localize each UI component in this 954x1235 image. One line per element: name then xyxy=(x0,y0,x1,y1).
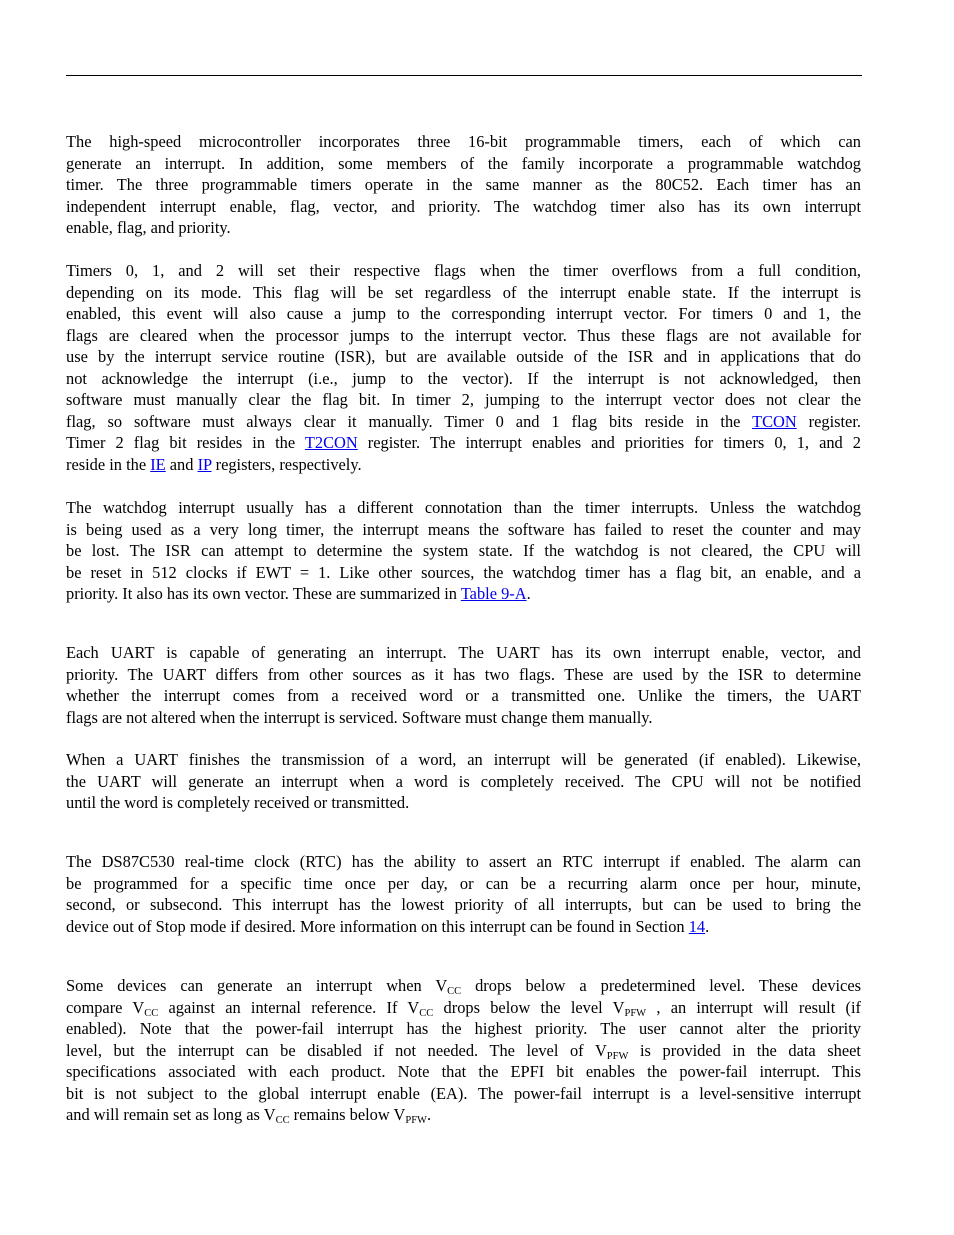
text-line xyxy=(66,583,861,605)
subscript: PFW xyxy=(624,1007,647,1019)
cross-reference-link[interactable]: Table 9-A xyxy=(460,584,527,603)
text-line xyxy=(66,303,861,325)
text-run: register. The interrupt enables and priorities for timers 0, 1, and 2 xyxy=(357,433,861,452)
text-line xyxy=(66,497,861,519)
text-line xyxy=(66,260,861,282)
text-line xyxy=(66,282,861,304)
text-run: the UART will generate an interrupt when a word is completely received. The CPU will not be notified xyxy=(66,771,861,791)
paragraph-timer-intro xyxy=(66,131,861,239)
text-run: flag, so software must always clear it manually. Timer 0 and 1 flag bits reside in the xyxy=(66,411,753,431)
text-run: enabled). Note that the power-fail interrupt has the highest priority. The user cannot alter the priority xyxy=(66,1019,861,1038)
text-run: and xyxy=(165,454,198,474)
text-run: flags are cleared when the processor jumps to the interrupt vector. Thus these flags are not available for xyxy=(66,325,861,345)
text-run: priority. The UART differs from other sources as it has two flags. These are used by the ISR to determine xyxy=(66,664,861,684)
text-run: register. xyxy=(796,411,861,431)
text-line xyxy=(66,685,861,707)
text-line xyxy=(66,975,861,997)
text-line xyxy=(66,894,861,916)
paragraph-watchdog-interrupt xyxy=(66,497,861,605)
text-run: be lost. The ISR can attempt to determine the system state. If the watchdog is not cleared, the CPU will xyxy=(66,541,861,560)
text-run: . xyxy=(526,584,531,603)
text-line xyxy=(66,346,861,368)
text-run: use by the interrupt service routine (ISR), but are available outside of the ISR and in applications that do xyxy=(66,347,861,366)
subscript: CC xyxy=(447,986,462,997)
text-run: generate an interrupt. In addition, some members of the family incorporate a programmable watchdog xyxy=(66,153,861,173)
text-run: flags are not altered when the interrupt is serviced. Software must change them manually. xyxy=(66,707,653,727)
cross-reference-link[interactable]: IP xyxy=(197,454,212,474)
text-line xyxy=(66,1018,861,1040)
text-line xyxy=(66,642,861,664)
text-run: specifications associated with each product. Note that the EPFI bit enables the power-fail interrupt. This xyxy=(66,1062,861,1081)
text-line xyxy=(66,196,861,218)
text-line xyxy=(66,153,861,175)
text-line xyxy=(66,749,861,771)
text-line xyxy=(66,1061,861,1083)
text-run: is being used as a very long timer, the interrupt means the software has failed to reset the counter and may xyxy=(66,519,861,539)
text-run: Timers 0, 1, and 2 will set their respective flags when the timer overflows from a full condition, xyxy=(66,261,861,280)
paragraph-rtc-interrupt xyxy=(66,851,861,937)
text-run: independent interrupt enable, flag, vector, and priority. The watchdog timer also has its own interrupt xyxy=(66,196,861,216)
text-run: When a UART finishes the transmission of a word, an interrupt will be generated (if enabled). Likewise, xyxy=(66,750,861,769)
text-line xyxy=(66,771,861,793)
text-line xyxy=(66,1104,861,1126)
text-line xyxy=(66,873,861,895)
text-line xyxy=(66,562,861,584)
text-run: enable, flag, and priority. xyxy=(66,218,231,237)
text-run: drops below a predetermined level. These devices xyxy=(461,976,861,995)
text-run: registers, respectively. xyxy=(211,454,362,474)
paragraph-timer-flags xyxy=(66,260,861,475)
paragraph-uart-interrupt xyxy=(66,642,861,728)
text-run: reside in the xyxy=(66,454,151,474)
text-line xyxy=(66,325,861,347)
cross-reference-link[interactable]: T2CON xyxy=(304,433,358,452)
text-line xyxy=(66,217,861,239)
text-run: until the word is completely received or transmitted. xyxy=(66,793,410,812)
paragraph-power-fail-interrupt xyxy=(66,975,861,1126)
text-run: , an interrupt will result (if xyxy=(646,997,862,1017)
text-run: be reset in 512 clocks if EWT = 1. Like other sources, the watchdog timer has a flag bit, an enable, and a xyxy=(66,562,861,582)
text-line xyxy=(66,851,861,873)
text-run: against an internal reference. If V xyxy=(158,997,420,1017)
paragraph-uart-transmission xyxy=(66,749,861,814)
text-run: Each UART is capable of generating an interrupt. The UART has its own interrupt enable, vector, and xyxy=(66,643,861,662)
subscript: CC xyxy=(144,1007,159,1019)
text-line xyxy=(66,432,861,454)
text-line xyxy=(66,707,861,729)
text-run: level, but the interrupt can be disabled if not needed. The level of V xyxy=(66,1040,607,1060)
text-run: The high-speed microcontroller incorporates three 16-bit programmable timers, each of which can xyxy=(66,132,861,151)
text-run: . xyxy=(705,916,710,936)
text-run: timer. The three programmable timers operate in the same manner as the 80C52. Each timer has an xyxy=(66,175,861,194)
text-run: enabled, this event will also cause a jump to the corresponding interrupt vector. For timers 0 and 1, the xyxy=(66,304,861,323)
text-line xyxy=(66,997,861,1019)
cross-reference-link[interactable]: TCON xyxy=(752,411,797,431)
text-run: second, or subsecond. This interrupt has the lowest priority of all interrupts, but can be used to bring the xyxy=(66,895,861,914)
text-line xyxy=(66,454,861,476)
text-run: The DS87C530 real-time clock (RTC) has the ability to assert an RTC interrupt if enabled. The alarm can xyxy=(66,852,861,871)
text-run: remains below V xyxy=(289,1105,406,1124)
text-run: whether the interrupt comes from a received word or a transmitted one. Unlike the timers, the UART xyxy=(66,686,861,705)
subscript: PFW xyxy=(405,1115,427,1126)
text-line xyxy=(66,1083,861,1105)
text-run: is provided in the data sheet xyxy=(628,1040,861,1060)
subscript: PFW xyxy=(606,1050,629,1062)
text-run: priority. It also has its own vector. These are summarized in xyxy=(66,584,461,603)
text-line xyxy=(66,519,861,541)
text-run: be programmed for a specific time once per day, or can be a recurring alarm once per hour, minute, xyxy=(66,873,861,893)
text-run: The watchdog interrupt usually has a different connotation than the timer interrupts. Unless the watchdog xyxy=(66,498,861,517)
text-line xyxy=(66,131,861,153)
text-line xyxy=(66,792,861,814)
text-run: not acknowledge the interrupt (i.e., jump to the vector). If the interrupt is not acknowledged, then xyxy=(66,368,861,388)
text-line xyxy=(66,916,861,938)
text-run: device out of Stop mode if desired. More information on this interrupt can be found in Section xyxy=(66,916,689,936)
text-run: . xyxy=(426,1105,432,1124)
text-line xyxy=(66,174,861,196)
header-rule xyxy=(66,75,862,76)
text-line xyxy=(66,1040,861,1062)
cross-reference-link[interactable]: 14 xyxy=(688,916,706,936)
text-run: and will remain set as long as V xyxy=(66,1105,276,1124)
text-line xyxy=(66,540,861,562)
text-run: Some devices can generate an interrupt when V xyxy=(66,976,448,995)
text-run: Timer 2 flag bit resides in the xyxy=(66,433,305,452)
text-line xyxy=(66,664,861,686)
text-run: software must manually clear the flag bit. In timer 2, jumping to the interrupt vector does not clear the xyxy=(66,390,861,409)
text-run: depending on its mode. This flag will be set regardless of the interrupt enable state. If the interrupt is xyxy=(66,282,861,302)
text-line xyxy=(66,368,861,390)
text-run: bit is not subject to the global interrupt enable (EA). The power-fail interrupt is a level-sensitive interrupt xyxy=(66,1083,861,1103)
subscript: CC xyxy=(419,1007,434,1019)
text-line xyxy=(66,411,861,433)
text-run: compare V xyxy=(66,997,145,1017)
cross-reference-link[interactable]: IE xyxy=(150,454,166,474)
text-run: drops below the level V xyxy=(433,997,625,1017)
text-line xyxy=(66,389,861,411)
subscript: CC xyxy=(275,1115,290,1126)
